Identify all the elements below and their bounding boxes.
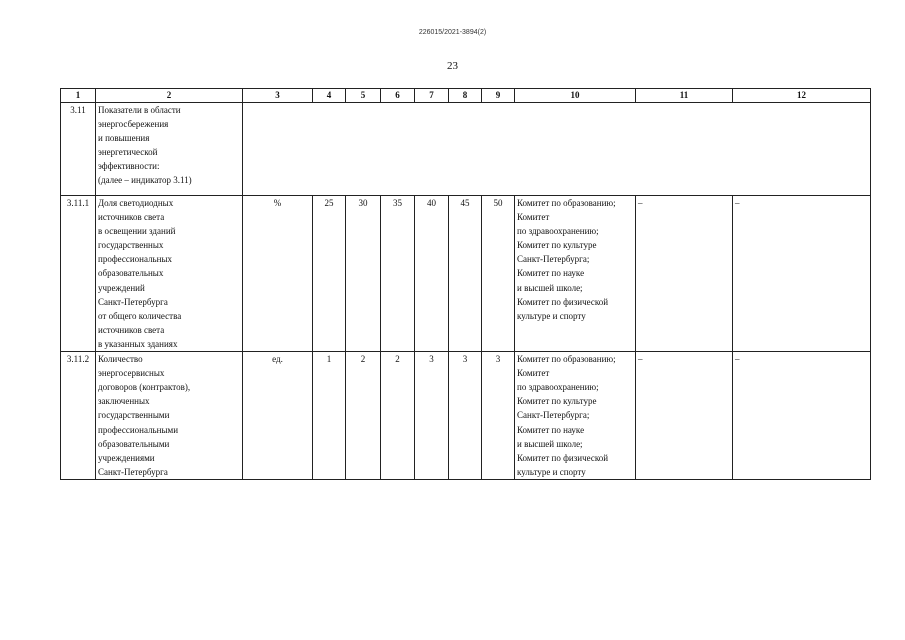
column-header: 9 (482, 89, 515, 103)
col12-cell: – (733, 196, 871, 352)
column-header: 5 (346, 89, 381, 103)
column-header: 12 (733, 89, 871, 103)
value-cell: 25 (313, 196, 346, 352)
value-cell: 1 (313, 352, 346, 480)
column-header: 6 (381, 89, 415, 103)
table-row (61, 352, 871, 480)
responsible-cell: Комитет по образованию; Комитет по здравоохранению; Комитет по культуре Санкт-Петербурга; Комитет по науке и высшей школе; Комитет по физической культуре и спорту (515, 196, 636, 352)
indicator-name: Показатели в области энергосбережения и повышения энергетической эффективности: (далее – индикатор 3.11) (96, 103, 243, 196)
row-number: 3.11 (61, 103, 96, 196)
column-header: 1 (61, 89, 96, 103)
column-header: 8 (449, 89, 482, 103)
col12-cell: – (733, 352, 871, 480)
col11-cell: – (636, 196, 733, 352)
value-cell: 2 (381, 352, 415, 480)
value-cell: 35 (381, 196, 415, 352)
value-cell: 45 (449, 196, 482, 352)
value-cell: 3 (415, 352, 449, 480)
value-cell: 50 (482, 196, 515, 352)
page-number: 23 (447, 60, 458, 72)
column-header: 11 (636, 89, 733, 103)
value-cell: 40 (415, 196, 449, 352)
column-header: 4 (313, 89, 346, 103)
document-number: 226015/2021-3894(2) (418, 29, 487, 36)
value-cell: 3 (449, 352, 482, 480)
row-number: 3.11.1 (61, 196, 96, 352)
column-header: 7 (415, 89, 449, 103)
indicators-table (60, 88, 871, 480)
value-cell: 30 (346, 196, 381, 352)
value-cell: 2 (346, 352, 381, 480)
unit-cell: ед. (243, 352, 313, 480)
indicator-name: Количество энергосервисных договоров (контрактов), заключенных государственными профессиональными образовательными учреждениями Санкт-Петербурга (96, 352, 243, 480)
value-cell: 3 (482, 352, 515, 480)
indicator-name: Доля светодиодных источников света в освещении зданий государственных профессиональных образовательных учреждений Санкт-Петербурга от общего количества источников света в указанных зданиях (96, 196, 243, 352)
unit-cell: % (243, 196, 313, 352)
table-row (61, 196, 871, 352)
merged-empty-cell (243, 103, 871, 196)
column-header: 2 (96, 89, 243, 103)
column-header: 10 (515, 89, 636, 103)
table-header-row (61, 89, 871, 103)
col11-cell: – (636, 352, 733, 480)
row-number: 3.11.2 (61, 352, 96, 480)
responsible-cell: Комитет по образованию; Комитет по здравоохранению; Комитет по культуре Санкт-Петербурга; Комитет по науке и высшей школе; Комитет по физической культуре и спорту (515, 352, 636, 480)
column-header: 3 (243, 89, 313, 103)
table-row (61, 103, 871, 196)
